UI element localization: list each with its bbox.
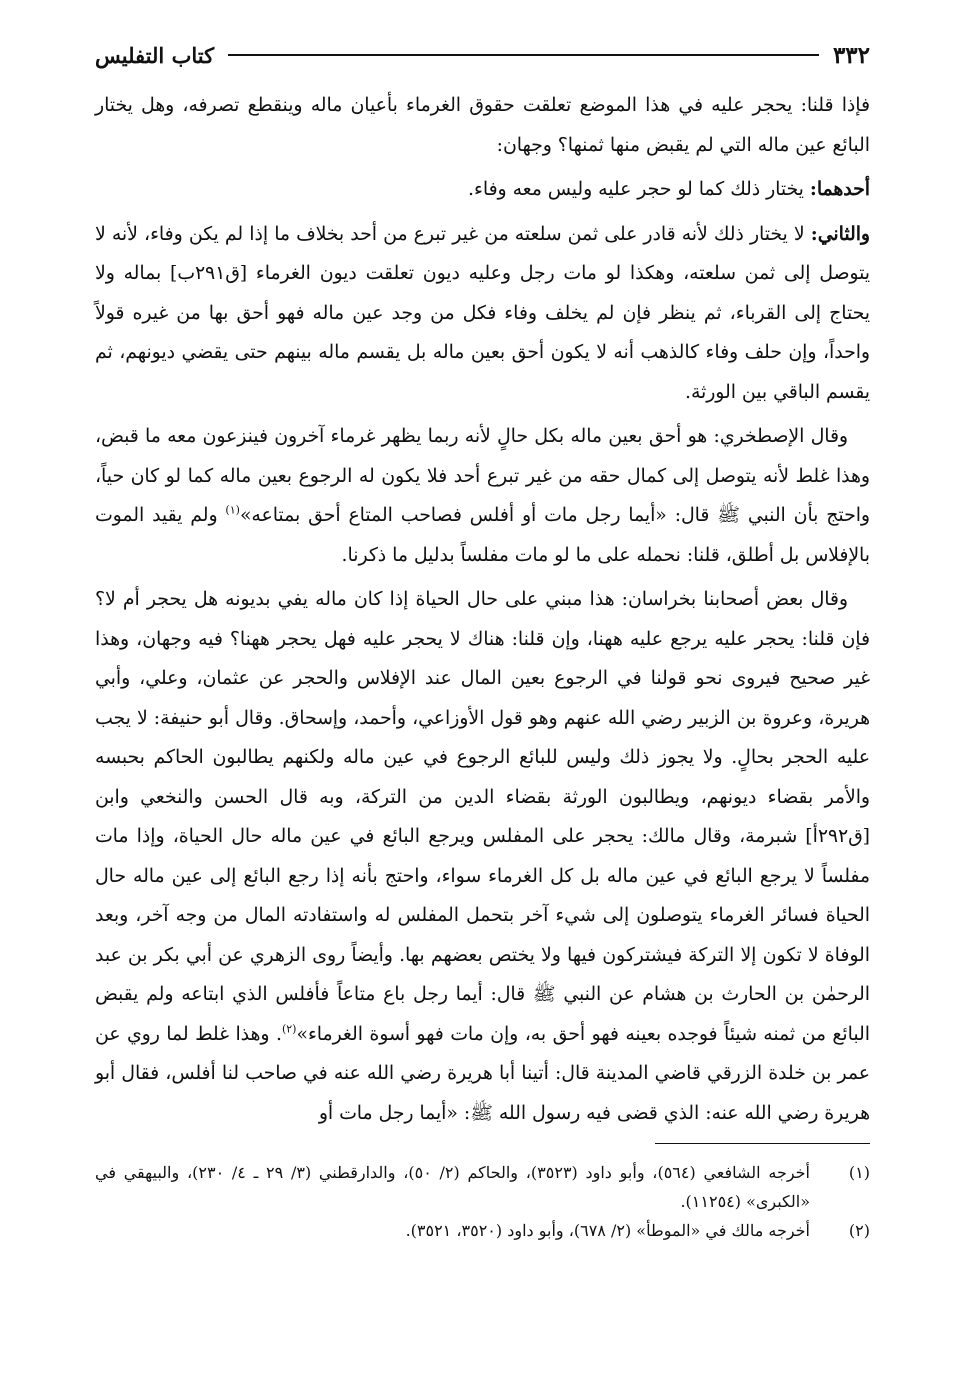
book-page [95, 38, 870, 1245]
paragraph-text: وقال بعض أصحابنا بخراسان: هذا مبني على حال الحياة إذا كان ماله يفي بديونه هل يحجر أم لا؟ فإن قلنا: يحجر عليه يرجع عليه ههنا، وإن قلنا: هناك لا يحجر عليه فهل يحجر ههنا؟ فيه وجهان، وهذا غير صحيح فيروى نحو قولنا في الرجوع بعين المال عند الإفلاس والحجر عن عثمان، وعلي، وأبي هريرة، وعروة بن الزبير رضي الله عنهم وهو قول الأوزاعي، وأحمد، وإسحاق. وقال أبو حنيفة: لا يجب عليه الحجر بحالٍ. ولا يجوز ذلك وليس للبائع الرجوع في عين ماله ولكنهم يطالبون الحاكم بحبسه والأمر بقضاء ديونهم، ويطالبون الورثة بقضاء الدين من التركة، وبه قال الحسن والنخعي وابن [ق٢٩٢أ] شبرمة، وقال مالك: يحجر على المفلس ويرجع البائع في عين ماله حال الحياة، وإذا مات مفلساً لا يرجع البائع في عين ماله بل كل الغرماء سواء، واحتج بأنه إذا رجع البائع إلى عين ماله حال الحياة فسائر الغرماء يتوصلون إلى شيء آخر بتحمل المفلس له واستفادته المال من وجه آخر، وبعد الوفاة لا تكون إلا التركة فيشتركون فيها ولا يختص بعضهم بها. وأيضاً روى الزهري عن أبي بكر بن عبد الرحمٰن بن الحارث بن هشام عن النبي ﷺ قال: أيما رجل باع متاعاً فأفلس الذي ابتاعه ولم يقبض البائع من ثمنه شيئاً فوجده بعينه فهو أحق به، وإن مات فهو أسوة الغرماء» [95, 589, 870, 1045]
paragraph-text: وقال الإصطخري: هو أحق بعين ماله بكل حالٍ لأنه ربما يظهر غرماء آخرون فينزعون معه ما قبض، وهذا غلط لأنه يتوصل إلى كمال حقه من غير تبرع أحد فلا يكون له الرجوع بعين ماله كما لو كان حياً، واحتج بأن النبي ﷺ قال: «أيما رجل مات أو أفلس فصاحب المتاع أحق بمتاعه» [95, 426, 870, 526]
footnote-number: (١) [848, 1163, 870, 1182]
paragraph-text: فإذا قلنا: يحجر عليه في هذا الموضع تعلقت حقوق الغرماء بأعيان ماله وينقطع تصرفه، وهل يختار البائع عين ماله التي لم يقبض منها ثمنها؟ وجهان: [95, 95, 870, 156]
footnote-separator [655, 1143, 870, 1144]
paragraph [95, 86, 870, 165]
paragraph [95, 215, 870, 413]
paragraph-lead: والثاني: [810, 222, 870, 245]
footnote-text: أخرجه مالك في «الموطأ» (٢/ ٦٧٨)، وأبو داود (٣٥٢٠، ٣٥٢١). [405, 1221, 810, 1240]
footnotes [95, 1158, 870, 1245]
page-number: ٣٣٢ [832, 41, 870, 69]
paragraph [95, 417, 870, 575]
footnote-number: (٢) [848, 1221, 870, 1240]
paragraph-text: يختار ذلك كما لو حجر عليه وليس معه وفاء. [468, 179, 804, 200]
paragraph-lead: أحدهما: [809, 178, 870, 200]
header-rule [228, 54, 819, 56]
footnote [95, 1216, 870, 1245]
paragraph [95, 170, 870, 210]
paragraph-text: لا يختار ذلك لأنه قادر على ثمن سلعته من غير تبرع من أحد بخلاف ما إذا لم يكن وفاء، لأنه لا يتوصل إلى ثمن سلعته، وهكذا لو مات رجل وعليه ديون تعلقت ديون الغرماء [ق٢٩١ب] بماله ولا يحتاج إلى القرباء، ثم ينظر فإن لم يخلف وفاء فكل من وجد عين ماله فهو أحق بها من غيره قولاً واحداً، وإن حلف وفاء كالذهب أنه لا يكون أحق بعين ماله بل يقسم ماله بينهم حتى يقضي ديونهم، ثم يقسم الباقي بين الورثة. [95, 223, 870, 403]
paragraph [95, 580, 870, 1133]
page-header [95, 38, 870, 72]
footnote-marker[interactable]: (٢) [281, 1022, 297, 1036]
book-title: كتاب التفليس [95, 42, 215, 68]
footnote [95, 1158, 870, 1216]
footnote-marker[interactable]: (١) [225, 503, 240, 517]
paragraph-text-continued: . وهذا غلط لما روي عن عمر بن خلدة الزرقي قاضي المدينة قال: أتينا أبا هريرة رضي الله عنه في صاحب لنا أفلس، فقال أبو هريرة رضي الله عنه: الذي قضى فيه رسول الله ﷺ: «أيما رجل مات أو [95, 1023, 870, 1124]
paragraph-text-continued: ولم يقيد الموت بالإفلاس بل أطلق، قلنا: نحمله على ما لو مات مفلساً بدليل ما ذكرنا. [95, 505, 870, 566]
footnote-text: أخرجه الشافعي (٥٦٤)، وأبو داود (٣٥٢٣)، والحاكم (٢/ ٥٠)، والدارقطني (٣/ ٢٩ ـ ٤/ ٢٣٠)، والبيهقي في «الكبرى» (١١٢٥٤). [95, 1163, 810, 1211]
body-text [95, 86, 870, 1133]
